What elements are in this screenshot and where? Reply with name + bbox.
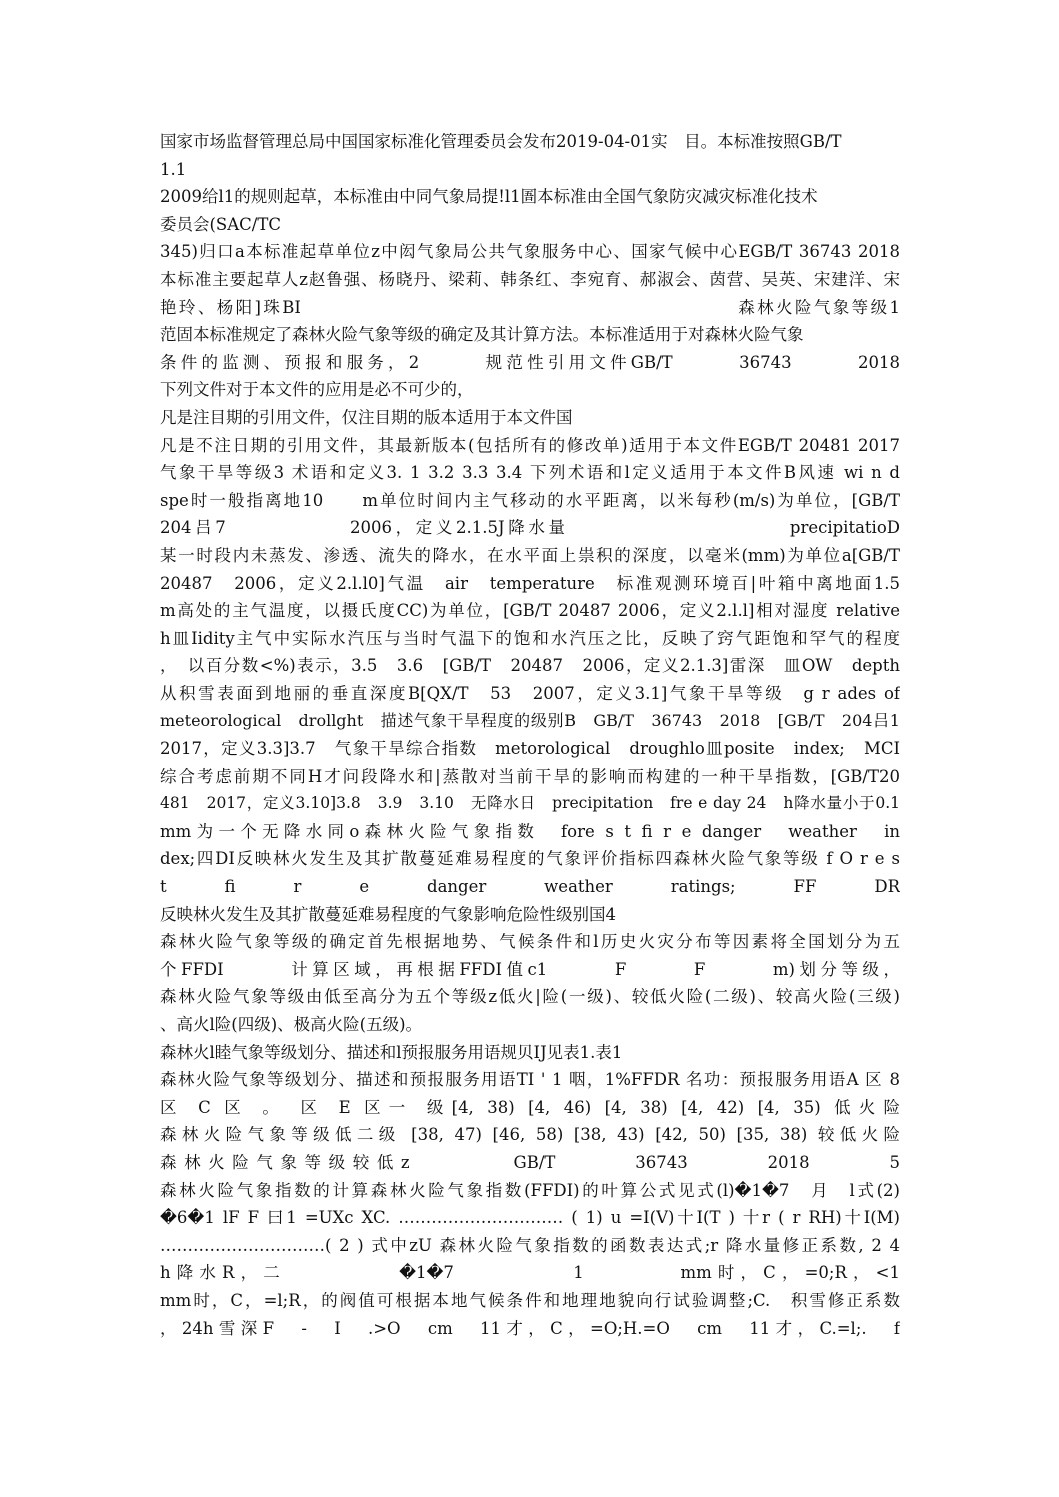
text-line: 从积雪表面到地丽的垂直深度B[QX/T 53 2007，定义3.1]气象干旱等级 g r ades of [160, 683, 900, 703]
text-line: 森林火险气象等级较低z GB/T 36743 2018 5 [160, 1152, 900, 1172]
text-line: 481 2017，定义3.10]3.8 3.9 3.10 无降水日 precipitation fre e day 24 h降水量小于0.1 [160, 794, 900, 813]
text-line: …………………………( 2 ) 式中zU 森林火险气象指数的函数表达式;r 降水量修正系数, 2 4 [160, 1235, 900, 1255]
text-line: 森林火l睦气象等级划分、描述和l预报服务用语规贝IJ见表1.表1 [160, 1042, 623, 1062]
text-line: 艳玲、杨阳]珠BI 森林火险气象等级1 [160, 297, 900, 317]
text-line: m高处的主气温度，以摄氏度CC)为单位，[GB/T 20487 2006，定义2.l.l]相对湿度 relative [160, 601, 900, 621]
text-line: 345)归口a本标准起草单位z中闳气象局公共气象服务中心、国家气候中心EGB/T 36743 2018 [160, 242, 900, 262]
text-line: 森林火险气象等级划分、描述和预报服务用语TI ' 1 咽，1%FFDR 名功：预报服务用语A 区 8 [160, 1070, 900, 1090]
text-line: h皿Iidity主气中实际水汽压与当时气温下的饱和水汽压之比，反映了窍气距饱和罕气的程度 [160, 628, 900, 648]
text-line: 范固本标准规定了森林火险气象等级的确定及其计算方法。本标准适用于对森林火险气象 [160, 325, 804, 345]
text-line: 个FFDI 计算区域，再根据FFDI值c1 F F m)划分等级， [160, 959, 900, 979]
text-line: 综合考虑前期不同H才问段降水和|蒸散对当前干旱的影响而构建的一种干旱指数，[GB/T20 [160, 766, 900, 786]
text-line: 条件的监测、预报和服务，2 规范性引用文件GB/T 36743 2018 [160, 352, 900, 372]
text-line: 本标准主要起草人z赵鲁强、杨晓丹、梁莉、韩条红、李宛育、郝淑会、茵营、吴英、宋建洋、宋 [160, 269, 900, 289]
text-line: ， 以百分数<%)表示，3.5 3.6 [GB/T 20487 2006，定义2.1.3]雷深 皿OW depth [160, 656, 900, 676]
text-line: mm时，C，=l;R，的阀值可根据本地气候条件和地理地貌向行试验调整;C. 积雪修正系数 [160, 1290, 900, 1310]
text-line: 森林火险气象等级低二级 [38, 47) [46, 58) [38, 43) [42, 50) [35, 38) 较低火险 [160, 1125, 900, 1145]
text-line: 2017，定义3.3]3.7 气象干旱综合指数 metorological droughlo皿posite index; MCI [160, 739, 900, 759]
text-line: dex;四DI反映林火发生及其扩散蔓延难易程度的气象评价指标四森林火险气象等级 f O r e s [160, 849, 900, 869]
text-line: 1.1 [160, 159, 187, 179]
document-body [160, 128, 900, 1342]
text-line: spe时一般指离地10 m单位时间内主气移动的水平距离，以米每秒(m/s)为单位，[GB/T [160, 490, 900, 510]
text-line: 凡是注目期的引用文件，仅注目期的版本适用于本文件国 [160, 407, 573, 427]
text-line: 森林火险气象等级的确定首先根据地势、气候条件和l历史火灾分布等因素将全国划分为五 [160, 932, 900, 952]
text-line: ，24h雪深F - I .>O cm 11才，C，=O;H.=O cm 11才，C.=l;. f [160, 1318, 900, 1338]
text-line: 2009给l1的规则起草，本标准由中同气象局提!l1圄本标准由全国气象防灾减灾标准化技术 [160, 187, 818, 207]
text-line: 下列文件对于本文件的应用是必不可少的， [160, 380, 474, 400]
text-line: 国家市场监督管理总局中国国家标准化管理委员会发布2019-04-01实 目。本标准按照GB/T [160, 132, 842, 151]
text-line: 反映林火发生及其扩散蔓延难易程度的气象影响危险性级别国4 [160, 904, 616, 924]
text-line: 204吕7 2006，定义2.1.5J降水量 precipitatioD [160, 518, 900, 538]
text-line: 、高火l险(四级)、极高火险(五级)。 [160, 1015, 423, 1034]
text-line: mm为一个无降水同o森林火险气象指数 fore s t fi r e danger weather in [160, 821, 900, 841]
text-line: 区 C 区 。 区 E 区一 级[4, 38) [4, 46) [4, 38) [4, 42) [4, 35) 低火险 [160, 1097, 900, 1117]
text-line: h降水R，二 �1�7 1 mm时，C，=0;R，<1 [160, 1263, 900, 1283]
text-line: 凡是不注日期的引用文件，其最新版本(包括所有的修改单)适用于本文件EGB/T 20481 2017 [160, 435, 900, 455]
text-line: 森林火险气象指数的计算森林火险气象指数(FFDI)的叶算公式见式(l)�1�7 月 l式(2) [160, 1180, 900, 1200]
text-line: �6�1 lF F 曰1 =UXc XC. ………………………… ( 1) u =I(V)十I(T ) 十r ( r RH)十I(M) [160, 1208, 900, 1228]
text-line: 某一时段内未蒸发、渗透、流失的降水，在水平面上祟积的深度，以毫米(mm)为单位a[GB/T [160, 545, 900, 565]
text-line: 委员会(SAC/TC [160, 214, 281, 234]
text-line: 20487 2006，定义2.l.l0]气温 air temperature 标准观测环境百|叶箱中离地面1.5 [160, 573, 900, 593]
text-line: t fi r e danger weather ratings; FF DR [160, 877, 900, 897]
text-line: meteorological drollght 描述气象干旱程度的级别B GB/T 36743 2018 [GB/T 204吕1 [160, 711, 900, 731]
text-line: 气象干旱等级3 术语和定义3. 1 3.2 3.3 3.4 下列术语和l定义适用于本文件B风速 wi n d [160, 463, 900, 483]
text-line: 森林火险气象等级由低至高分为五个等级z低火|险(一级)、较低火险(二级)、较高火险(三级) [160, 987, 900, 1007]
